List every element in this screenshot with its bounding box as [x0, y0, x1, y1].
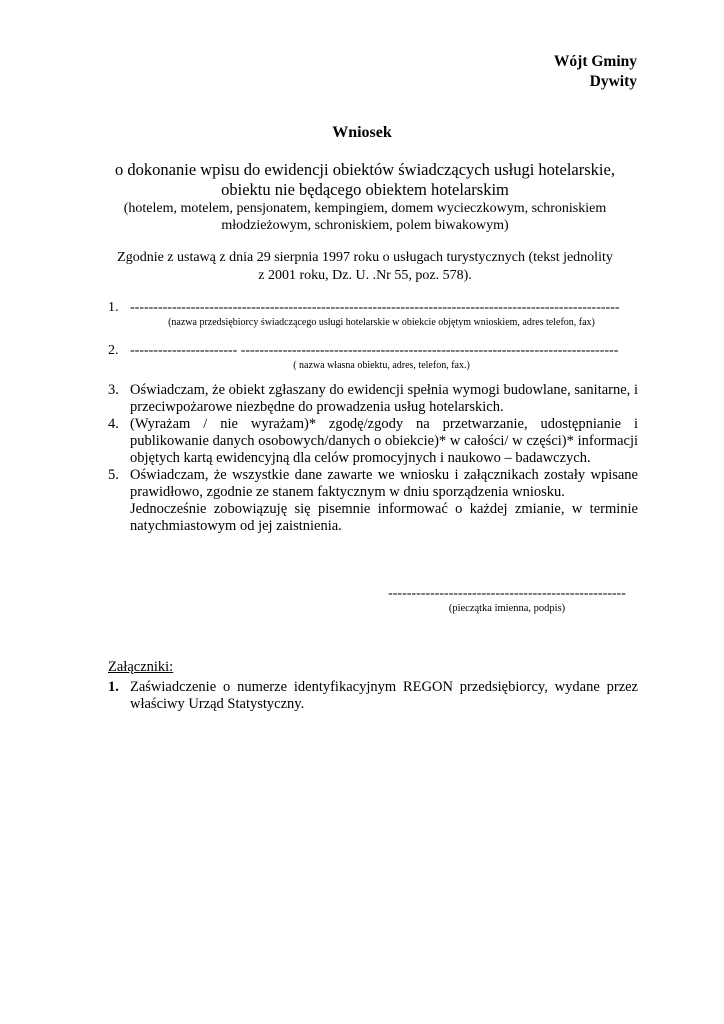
list-item [108, 467, 638, 535]
facility-types-line2: młodzieżowym, schroniskiem, polem biwakowym) [221, 218, 509, 233]
field-number: 2. [108, 343, 119, 358]
item-number: 4. [108, 416, 119, 432]
item-text: Oświadczam, że obiekt zgłaszany do ewidencji spełnia wymogi budowlane, sanitarne, i przeciwpożarowe niezbędne do prowadzenia usług hotelarskich. [130, 382, 638, 415]
addressee-line2: Dywity [589, 73, 637, 90]
field-hint: (nazwa przedsiębiorcy świadczącego usługi hotelarskie w obiekcie objętym wnioskiem, adres telefon, fax) [168, 317, 595, 328]
item-text: (Wyrażam / nie wyrażam)* zgodę/zgody na przetwarzanie, udostępnianie i publikowanie danych osobowych/danych o obiekcie)* w całości/ w części)* informacji objętych kartą ewidencyjną dla celów promocyjnych i naukowo – badawczych. [130, 416, 638, 466]
signature-line[interactable]: --------------------------------------------------- [388, 586, 626, 601]
subtitle-line2: obiektu nie będącego obiektem hotelarskim [221, 180, 509, 199]
legal-basis [95, 249, 635, 285]
document-title: Wniosek [332, 124, 392, 141]
field-number: 1. [108, 300, 119, 315]
statements-list [108, 382, 638, 535]
attachments-title: Załączniki: [108, 659, 174, 675]
addressee-line1: Wójt Gminy [553, 53, 637, 70]
fill-in-line[interactable]: ----------------------- --------------------------------------------------------------------------------- [130, 343, 619, 358]
item-number: 5. [108, 467, 119, 483]
list-item [108, 416, 638, 467]
fill-in-line[interactable]: --------------------------------------------------------------------------------------------------------- [130, 300, 620, 315]
signature-caption: (pieczątka imienna, podpis) [448, 603, 566, 614]
legal-basis-line2: z 2001 roku, Dz. U. .Nr 55, poz. 578). [258, 268, 472, 283]
attachment-number: 1. [108, 679, 119, 695]
subtitle-line1: o dokonanie wpisu do ewidencji obiektów świadczących usługi hotelarskie, [115, 160, 615, 179]
document-subtitle [95, 160, 635, 200]
signature-block [382, 586, 632, 614]
attachment-item [108, 679, 638, 713]
item-text-continued: Jednocześnie zobowiązuję się pisemnie informować o każdej zmianie, w terminie natychmiastowym od jej zaistnienia. [130, 501, 638, 534]
facility-types [95, 200, 635, 234]
facility-types-line1: (hotelem, motelem, pensjonatem, kempingiem, domem wycieczkowym, schroniskiem [123, 201, 607, 216]
item-text: Oświadczam, że wszystkie dane zawarte we wniosku i załącznikach zostały wpisane prawidłowo, zgodnie ze stanem faktycznym w dniu sporządzenia wniosku. [130, 467, 638, 500]
addressee [554, 52, 637, 92]
field-hint: ( nazwa własna obiektu, adres, telefon, fax.) [293, 360, 470, 371]
item-number: 3. [108, 382, 119, 398]
legal-basis-line1: Zgodnie z ustawą z dnia 29 sierpnia 1997 roku o usługach turystycznych (tekst jednolity [117, 250, 613, 265]
list-item [108, 382, 638, 416]
attachment-text: Zaświadczenie o numerze identyfikacyjnym REGON przedsiębiorcy, wydane przez właściwy Urząd Statystyczny. [130, 679, 638, 712]
